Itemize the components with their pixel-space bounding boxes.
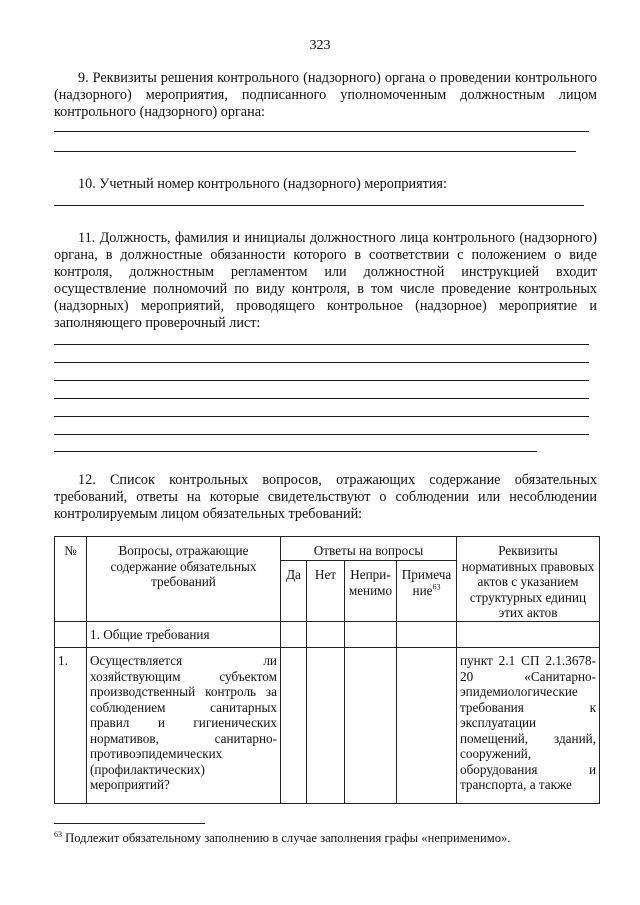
section-11-text: 11. Должность, фамилия и инициалы должностного лица контрольного (надзорного) органа, в должностные обязанности которого в соответствии с положением о виде контроля, должностным регламентом или должностной инструкцией входит осуществление полномочий по виду контроля, в том числе проведение контрольных (надзорных) мероприятий, проводящего контрольное (надзорное) мероприятие и заполняющего проверочный лист: [54, 230, 597, 331]
fill-line [54, 398, 589, 399]
footnote-mark: 63 [54, 829, 62, 839]
row-requisites: пункт 2.1 СП 2.1.3678-20 «Санитарно-эпидемиологические требования к эксплуатации помещений, зданий, сооружений, оборудования и транспорта, а также [457, 648, 600, 804]
fill-line [54, 362, 589, 363]
row-number: 1. [55, 648, 87, 804]
fill-line [54, 380, 589, 381]
page-number: 323 [309, 38, 331, 53]
header-number: № [55, 537, 87, 622]
fill-line [54, 344, 589, 345]
header-answers: Ответы на вопросы [281, 537, 457, 561]
header-note [397, 561, 457, 622]
table-row [55, 648, 600, 804]
table-header-row [55, 537, 600, 561]
footnote-ref: 63 [432, 582, 441, 592]
header-note-label: Примеча ние [401, 567, 452, 598]
checklist-table [54, 536, 600, 804]
header-requisites: Реквизиты нормативных правовых актов с указанием структурных единиц этих актов [457, 537, 600, 622]
header-yes: Да [281, 561, 307, 622]
section-title: 1. Общие требования [87, 622, 281, 648]
fill-line [54, 205, 584, 206]
fill-line [54, 151, 576, 152]
fill-line [54, 451, 537, 452]
fill-line [54, 416, 589, 417]
footnote-separator [54, 823, 205, 824]
section-12-text: 12. Список контрольных вопросов, отражающих содержание обязательных требований, ответы на которые свидетельствуют о соблюдении или несоблюдении контролируемым лицом обязательных требований: [54, 472, 597, 522]
header-questions: Вопросы, отражающие содержание обязательных требований [87, 537, 281, 622]
row-question: Осуществляется ли хозяйствующим субъектом производственный контроль за соблюдением санитарных правил и гигиенических нормативов, санитарно-противоэпидемических (профилактических) мероприятий? [87, 648, 281, 804]
footnote [54, 831, 614, 846]
footnote-text: Подлежит обязательному заполнению в случае заполнения графы «неприменимо». [65, 831, 511, 845]
header-no: Нет [307, 561, 345, 622]
fill-line [54, 131, 589, 132]
table-section-row [55, 622, 600, 648]
header-not-applicable: Непри-менимо [345, 561, 397, 622]
section-9-text: 9. Реквизиты решения контрольного (надзорного) органа о проведении контрольного (надзорного) мероприятия, подписанного уполномоченным должностным лицом контрольного (надзорного) органа: [54, 70, 597, 120]
section-10-text: 10. Учетный номер контрольного (надзорного) мероприятия: [78, 176, 447, 192]
fill-line [54, 434, 589, 435]
